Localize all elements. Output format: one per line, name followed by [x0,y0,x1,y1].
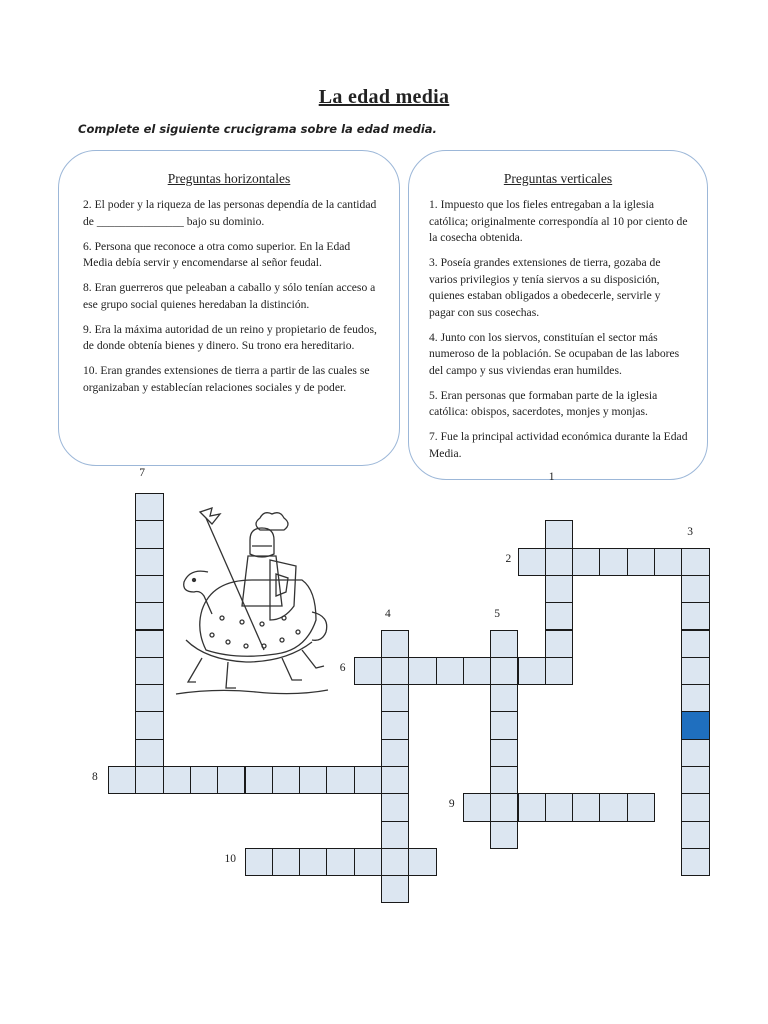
clue-number-10: 10 [224,852,236,865]
crossword-cell[interactable] [163,766,191,794]
clue-h-6: 6. Persona que reconoce a otra como superior. En la Edad Media debía servir y encomendarse al señor feudal. [83,239,351,269]
horizontal-clues-box [58,150,400,466]
crossword-cell[interactable] [326,848,354,876]
crossword-cell[interactable] [545,548,573,576]
crossword-cell[interactable] [299,848,327,876]
crossword-cell[interactable] [299,766,327,794]
clue-number-6: 6 [339,661,346,674]
instructions: Complete el siguiente crucigrama sobre la edad media. [78,122,437,136]
clue-number-7: 7 [139,467,146,479]
crossword-cell[interactable] [463,657,491,685]
crossword-cell[interactable] [681,848,709,876]
clue-number-2: 2 [505,552,512,565]
crossword-cell[interactable] [135,684,163,712]
crossword-cell[interactable] [681,575,709,603]
crossword-cell[interactable] [572,548,600,576]
crossword-cell[interactable] [681,630,709,658]
crossword-cell[interactable] [654,548,682,576]
crossword-cell[interactable] [681,821,709,849]
crossword-cell[interactable] [326,766,354,794]
clue-v-3: 3. Poseía grandes extensiones de tierra, gozaba de varios privilegios y tenía siervos a su disposición, quienes estaban obligados a obedecerle, servirle y pagar con sus cosechas. [429,256,661,319]
crossword-cell[interactable] [381,711,409,739]
crossword-cell[interactable] [599,548,627,576]
crossword-cell[interactable] [135,520,163,548]
crossword-cell[interactable] [135,657,163,685]
knight-illustration [172,500,332,700]
crossword-cell[interactable] [135,575,163,603]
clue-number-8: 8 [92,771,98,783]
crossword-cell[interactable] [408,848,436,876]
crossword-cell[interactable] [681,711,709,739]
crossword-cell[interactable] [135,739,163,767]
crossword-cell[interactable] [463,793,491,821]
crossword-cell[interactable] [490,657,518,685]
crossword-cell[interactable] [545,657,573,685]
vertical-heading: Preguntas verticales [503,171,613,186]
crossword-cell[interactable] [272,766,300,794]
crossword-cell[interactable] [490,821,518,849]
crossword-cell[interactable] [681,657,709,685]
crossword-cell[interactable] [627,793,655,821]
crossword-cell[interactable] [381,848,409,876]
clue-v-5: 5. Eran personas que formaban parte de la iglesia católica: obispos, sacerdotes, monjes y monjas. [429,388,658,418]
crossword-cell[interactable] [681,602,709,630]
worksheet-title: La edad media [318,86,450,108]
crossword-cell[interactable] [518,793,546,821]
crossword-cell[interactable] [545,602,573,630]
crossword-cell[interactable] [518,657,546,685]
crossword-cell[interactable] [108,766,136,794]
crossword-cell[interactable] [135,711,163,739]
crossword-cell[interactable] [381,766,409,794]
crossword-cell[interactable] [245,848,273,876]
crossword-cell[interactable] [490,793,518,821]
crossword-cell[interactable] [490,711,518,739]
crossword-cell[interactable] [545,630,573,658]
crossword-cell[interactable] [681,548,709,576]
crossword-cell[interactable] [272,848,300,876]
crossword-cell[interactable] [490,766,518,794]
clue-v-1: 1. Impuesto que los fieles entregaban a la iglesia católica; originalmente correspondía al 10 por ciento de la cosecha obtenida. [429,198,688,244]
clue-h-9: 9. Era la máxima autoridad de un reino y propietario de feudos, de donde obtenía bienes y dinero. Su trono era hereditario. [83,322,377,352]
clue-h-2: 2. El poder y la riqueza de las personas dependía de la cantidad de _______________ bajo su dominio. [83,198,377,228]
clue-number-5: 5 [494,607,500,620]
crossword-cell[interactable] [627,548,655,576]
crossword-cell[interactable] [518,548,546,576]
crossword-cell[interactable] [681,739,709,767]
crossword-cell[interactable] [354,657,382,685]
clue-number-1: 1 [548,471,555,483]
vertical-clues-box [408,150,708,480]
crossword-cell[interactable] [381,793,409,821]
crossword-cell[interactable] [381,657,409,685]
crossword-cell[interactable] [681,684,709,712]
crossword-cell[interactable] [681,793,709,821]
crossword-cell[interactable] [681,766,709,794]
crossword-cell[interactable] [490,684,518,712]
crossword-cell[interactable] [245,766,273,794]
crossword-cell[interactable] [545,793,573,821]
crossword-cell[interactable] [135,548,163,576]
clue-number-9: 9 [448,798,455,811]
clue-v-4: 4. Junto con los siervos, constituían el sector más numeroso de la población. Se ocupaban de las labores del campo y sus viviendas eran humildes. [429,330,680,377]
crossword-cell[interactable] [572,793,600,821]
crossword-cell[interactable] [381,739,409,767]
crossword-cell[interactable] [135,602,163,630]
crossword-cell[interactable] [135,630,163,658]
crossword-cell[interactable] [354,848,382,876]
crossword-cell[interactable] [217,766,245,794]
crossword-cell[interactable] [599,793,627,821]
crossword-cell[interactable] [545,520,573,548]
crossword-cell[interactable] [135,766,163,794]
crossword-cell[interactable] [408,657,436,685]
crossword-cell[interactable] [436,657,464,685]
clue-h-8: 8. Eran guerreros que peleaban a caballo y sólo tenían acceso a ese grupo social quienes heredaban la distinción. [83,281,376,311]
clue-number-3: 3 [687,525,694,538]
horizontal-heading: Preguntas horizontales [167,171,291,186]
clue-v-7: 7. Fue la principal actividad económica durante la Edad Media. [429,430,688,460]
clue-h-10: 10. Eran grandes extensiones de tierra a partir de las cuales se organizaban y establecían relaciones sociales y de poder. [83,364,370,394]
crossword-cell[interactable] [381,875,409,903]
crossword-cell[interactable] [135,493,163,521]
crossword-cell[interactable] [381,821,409,849]
crossword-cell[interactable] [490,630,518,658]
crossword-cell[interactable] [490,739,518,767]
clue-number-4: 4 [385,607,391,620]
crossword-cell[interactable] [381,630,409,658]
crossword-cell[interactable] [381,684,409,712]
crossword-cell[interactable] [354,766,382,794]
crossword-cell[interactable] [545,575,573,603]
crossword-cell[interactable] [190,766,218,794]
